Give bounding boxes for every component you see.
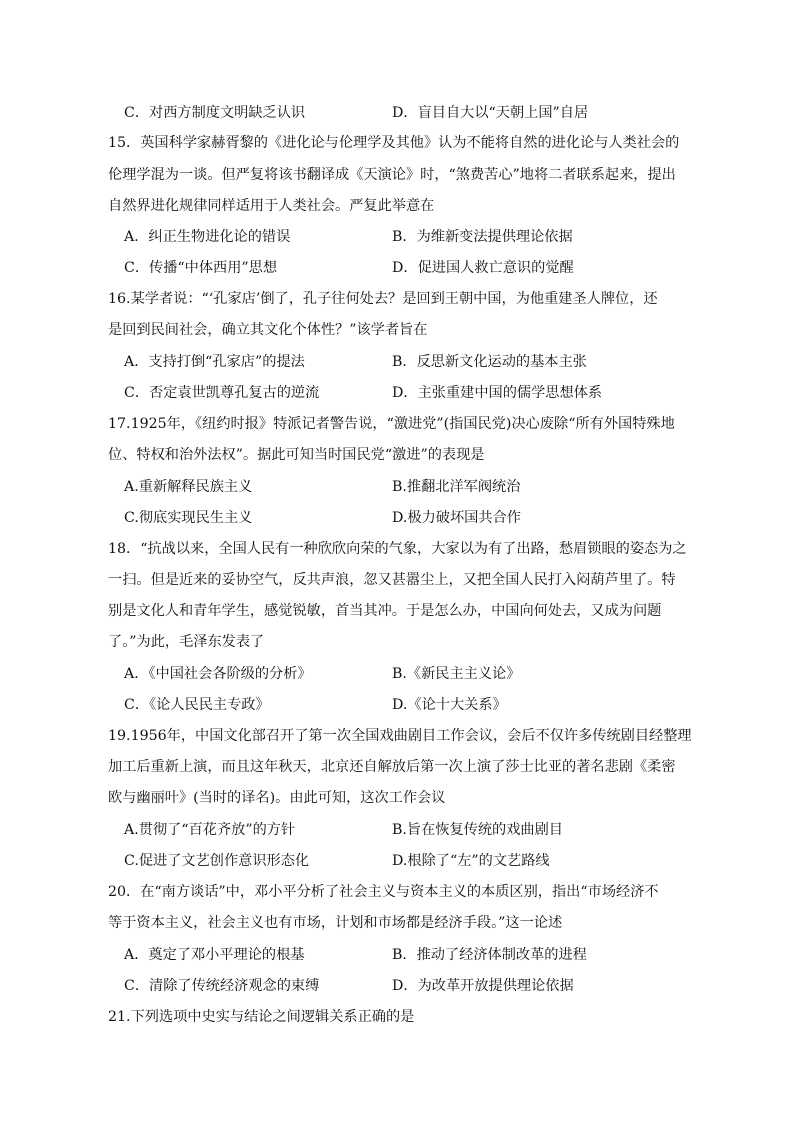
q16-option-b: B．反思新文化运动的基本主张	[392, 354, 587, 370]
q20-option-a: A．奠定了邓小平理论的根基	[124, 947, 305, 963]
q20-stem-line: 等于资本主义，社会主义也有市场，计划和市场都是经济手段。”这一论述	[108, 915, 563, 931]
q15-stem-line: 伦理学混为一谈。但严复将该书翻译成《天演论》时，“煞费苦心”地将二者联系起来，提出	[108, 167, 676, 183]
q15-option-b: B．为维新变法提供理论依据	[392, 229, 573, 245]
q19-stem-line: 19.1956年，中国文化部召开了第一次全国戏曲剧目工作会议，会后不仅许多传统剧目经整理	[108, 728, 692, 744]
q19-stem-line: 欧与幽丽叶》(当时的译名)。由此可知，这次工作会议	[108, 790, 446, 806]
q21-stem-line: 21.下列选项中史实与结论之间逻辑关系正确的是	[108, 1009, 415, 1025]
q18-option-b: B.《新民主主义论》	[392, 666, 521, 682]
q16-option-c: C．否定袁世凯尊孔复古的逆流	[124, 385, 320, 401]
q17-option-a: A.重新解释民族主义	[124, 479, 253, 495]
q15-option-d: D．促进国人救亡意识的觉醒	[392, 260, 574, 276]
q20-option-c: C．清除了传统经济观念的束缚	[124, 978, 320, 994]
q20-option-d: D．为改革开放提供理论依据	[392, 978, 574, 994]
q20-stem-line: 20．在“南方谈话”中，邓小平分析了社会主义与资本主义的本质区别，指出“市场经济不	[108, 884, 659, 900]
q18-stem-line: 一扫。但是近来的妥协空气，反共声浪，忽又甚嚣尘上，又把全国人民打入闷葫芦里了。特	[108, 572, 676, 588]
q19-option-d: D.根除了“左”的文艺路线	[392, 853, 550, 869]
q15-stem-line: 15．英国科学家赫胥黎的《进化论与伦理学及其他》认为不能将自然的进化论与人类社会的	[108, 135, 680, 151]
q18-stem-line: 别是文化人和青年学生，感觉锐敏，首当其冲。于是怎么办，中国向何处去，又成为问题	[108, 603, 662, 619]
q19-option-a: A.贯彻了“百花齐放”的方针	[124, 822, 296, 838]
q14-option-c: C．对西方制度文明缺乏认识	[124, 105, 306, 121]
q18-option-a: A．《中国社会各阶级的分析》	[124, 666, 312, 682]
q17-option-b: B.推翻北洋军阀统治	[392, 479, 521, 495]
q15-stem-line: 自然界进化规律同样适用于人类社会。严复此举意在	[108, 198, 435, 214]
q17-stem-line: 位、特权和治外法权”。据此可知当时国民党“激进”的表现是	[108, 447, 485, 463]
q18-stem-line: 了。”为此，毛泽东发表了	[108, 634, 265, 650]
q18-stem-line: 18．“抗战以来，全国人民有一种欣欣向荣的气象，大家以为有了出路，愁眉锁眼的姿态为之	[108, 541, 687, 557]
q19-stem-line: 加工后重新上演，而且这年秋天，北京还自解放后第一次上演了莎士比亚的著名悲剧《柔密	[108, 759, 676, 775]
q17-stem-line: 17.1925年，《纽约时报》特派记者警告说，“激进党”(指国民党)决心废除“所有外国特殊地	[108, 416, 675, 432]
q16-stem-line: 是回到民间社会，确立其文化个体性？”该学者旨在	[108, 322, 428, 338]
q16-stem-line: 16.某学者说：“‘孔家店’倒了，孔子往何处去？是回到王朝中国，为他重建圣人牌位，还	[108, 291, 658, 307]
q15-option-a: A．纠正生物进化论的错误	[124, 229, 291, 245]
q20-option-b: B．推动了经济体制改革的进程	[392, 947, 587, 963]
q16-option-a: A．支持打倒“孔家店”的提法	[124, 354, 305, 370]
q14-option-d: D．盲目自大以“天朝上国”自居	[392, 105, 589, 121]
q15-option-c: C．传播“中体西用”思想	[124, 260, 278, 276]
q18-option-c: C．《论人民民主专政》	[124, 697, 270, 713]
q19-option-b: B.旨在恢复传统的戏曲剧目	[392, 822, 563, 838]
q17-option-c: C.彻底实现民生主义	[124, 510, 253, 526]
q18-option-d: D.《论十大关系》	[392, 697, 507, 713]
q16-option-d: D．主张重建中国的儒学思想体系	[392, 385, 603, 401]
q17-option-d: D.极力破坏国共合作	[392, 510, 521, 526]
q19-option-c: C.促进了文艺创作意识形态化	[124, 853, 310, 869]
